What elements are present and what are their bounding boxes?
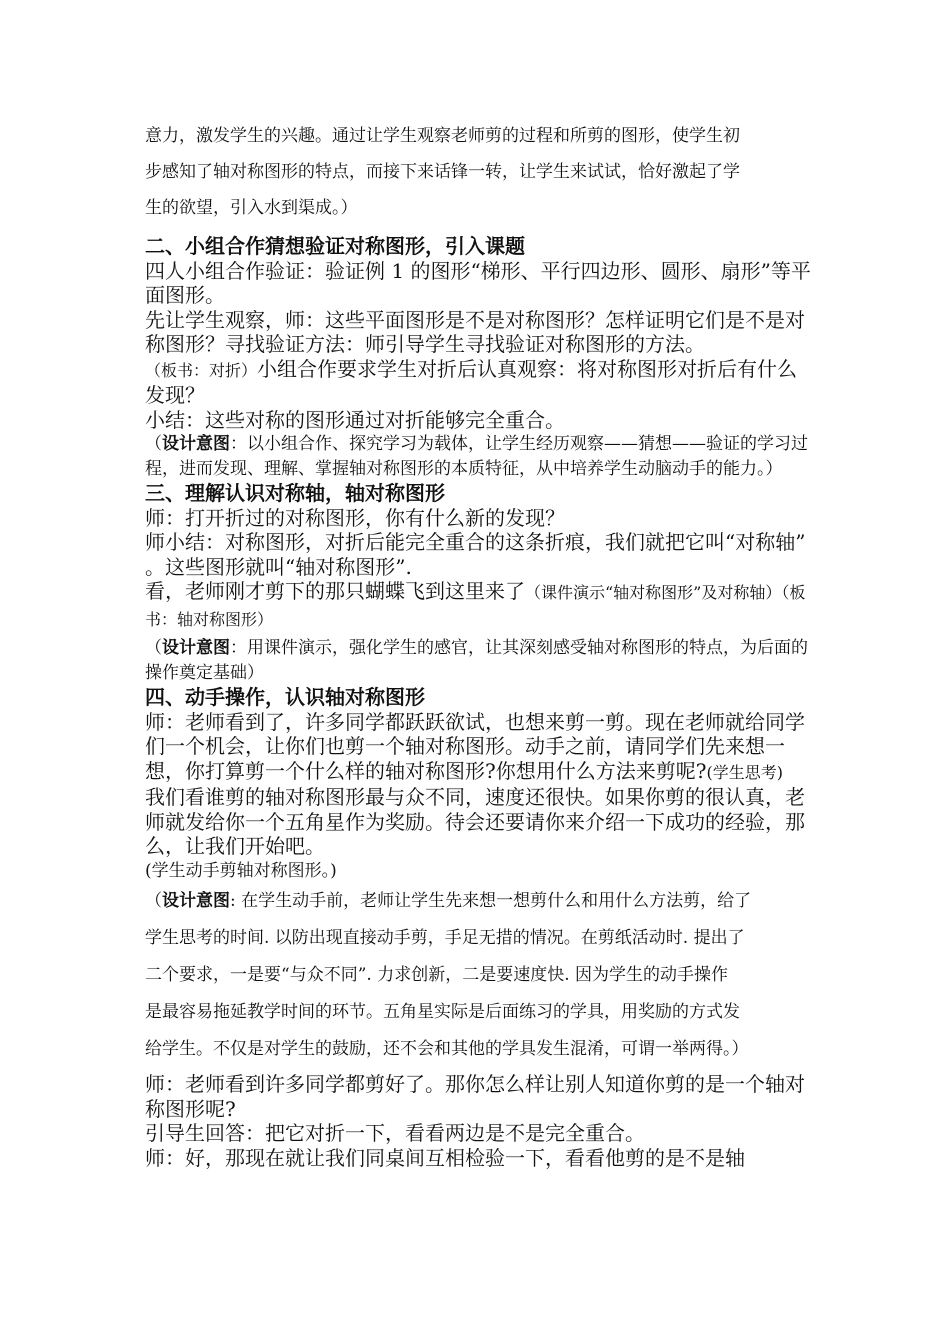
paragraph: 引导生回答：把它对折一下，看看两边是不是完全重合。: [145, 1121, 645, 1145]
student-note: (学生思考): [706, 762, 783, 782]
design-intent: （设计意图：用课件演示，强化学生的感官，让其深刻感受轴对称图形的特点，为后面的操作奠定基础）: [145, 638, 808, 683]
document-page: [145, 118, 813, 1170]
intro-line: 生的欲望，引入水到渠成。）: [145, 198, 358, 218]
design-intent-label: 设计意图: [162, 434, 230, 454]
design-intent-line: 学生思考的时间. 以防出现直接动手剪，手足无措的情况。在剪纸活动时. 提出了: [145, 928, 745, 948]
paragraph: 我们看谁剪的轴对称图形最与众不同，速度还很快。如果你剪的很认真，老师就发给你一个五角星作为奖励。待会还要请你来介绍一下成功的经验，那么，让我们开始吧。: [145, 785, 805, 858]
board-note: （课件演示“轴对称图形”及对称轴）（板书：轴对称图形）: [145, 583, 806, 629]
paragraph: 先让学生观察，师：这些平面图形是不是对称图形？怎样证明它们是不是对称图形？寻找验证方法：师引导学生寻找验证对称图形的方法。: [145, 307, 805, 356]
paragraph: 师：老师看到了，许多同学都跃跃欲试，也想来剪一剪。现在老师就给同学们一个机会，让你们也剪一个轴对称图形。动手之前，请同学们先来想一想，你打算剪一个什么样的轴对称图形?你想用什么方法来剪呢?(学生思考): [145, 709, 805, 783]
intro-block: [145, 118, 813, 226]
intro-line: 意力，激发学生的兴趣。通过让学生观察老师剪的过程和所剪的图形，使学生初: [145, 126, 740, 146]
section-4: [145, 685, 813, 1170]
paragraph: 师：老师看到许多同学都剪好了。那你怎么样让别人知道你剪的是一个轴对称图形呢?: [145, 1072, 805, 1121]
intro-line: 步感知了轴对称图形的特点，而接下来话锋一转，让学生来试试，恰好激起了学: [145, 162, 740, 182]
paragraph: [145, 357, 813, 408]
paragraph: 四人小组合作验证：验证例 1 的图形“梯形、平行四边形、圆形、扇形”等平面图形。: [145, 258, 811, 307]
paragraph: 师：好，那现在就让我们同桌间互相检验一下，看看他剪的是不是轴: [145, 1145, 745, 1170]
paragraph: (学生动手剪轴对称图形。): [145, 860, 337, 881]
design-intent: （设计意图: 在学生动手前，老师让学生先来想一想剪什么和用什么方法剪，给了 学生思考的时间. 以防出现直接动手剪，手足无措的情况。在剪纸活动时. 提出了 二个要求，一是要“与众不同”. 力求创新，二是要速度快. 因为学生的动手操作 是最容易拖延教学时间的环节。五角星实际是后面练习的学具，用奖励的方式发 给学生。不仅是对学生的鼓励，还不会和其他的学具发生混淆，可谓一举两得。）: [145, 883, 813, 1068]
section-2: [145, 234, 813, 481]
design-intent-line: 给学生。不仅是对学生的鼓励，还不会和其他的学具发生混淆，可谓一举两得。）: [145, 1039, 749, 1059]
section-3: [145, 481, 813, 685]
design-intent-line: 是最容易拖延教学时间的环节。五角星实际是后面练习的学具，用奖励的方式发: [145, 1002, 740, 1022]
paragraph: 看，老师刚才剪下的那只蝴蝶飞到这里来了（课件演示“轴对称图形”及对称轴）（板书：轴对称图形）: [145, 579, 806, 629]
paragraph: 师：打开折过的对称图形，你有什么新的发现？: [145, 505, 565, 530]
section-heading: 二、小组合作猜想验证对称图形，引入课题: [145, 234, 525, 258]
summary-paragraph: 小结：这些对称的图形通过对折能够完全重合。: [145, 407, 565, 432]
paragraph-text: 小组合作要求学生对折后认真观察：将对称图形对折后有什么发现？: [145, 356, 798, 407]
paragraph: 师小结：对称图形，对折后能完全重合的这条折痕，我们就把它叫“对称轴” 。这些图形就叫“轴对称图形”.: [145, 530, 806, 579]
design-intent-label: 设计意图: [162, 638, 230, 658]
design-intent-line: 二个要求，一是要“与众不同”. 力求创新，二是要速度快. 因为学生的动手操作: [145, 965, 728, 985]
design-intent-label: 设计意图: [162, 891, 230, 911]
design-intent: （设计意图：以小组合作、探究学习为载体，让学生经历观察——猜想——验证的学习过程，进而发现、理解、掌握轴对称图形的本质特征，从中培养学生动脑动手的能力。）: [145, 434, 808, 479]
board-note: （板书：对折）: [145, 360, 258, 380]
section-heading: 三、理解认识对称轴，轴对称图形: [145, 481, 445, 505]
section-heading: 四、动手操作，认识轴对称图形: [145, 685, 425, 709]
